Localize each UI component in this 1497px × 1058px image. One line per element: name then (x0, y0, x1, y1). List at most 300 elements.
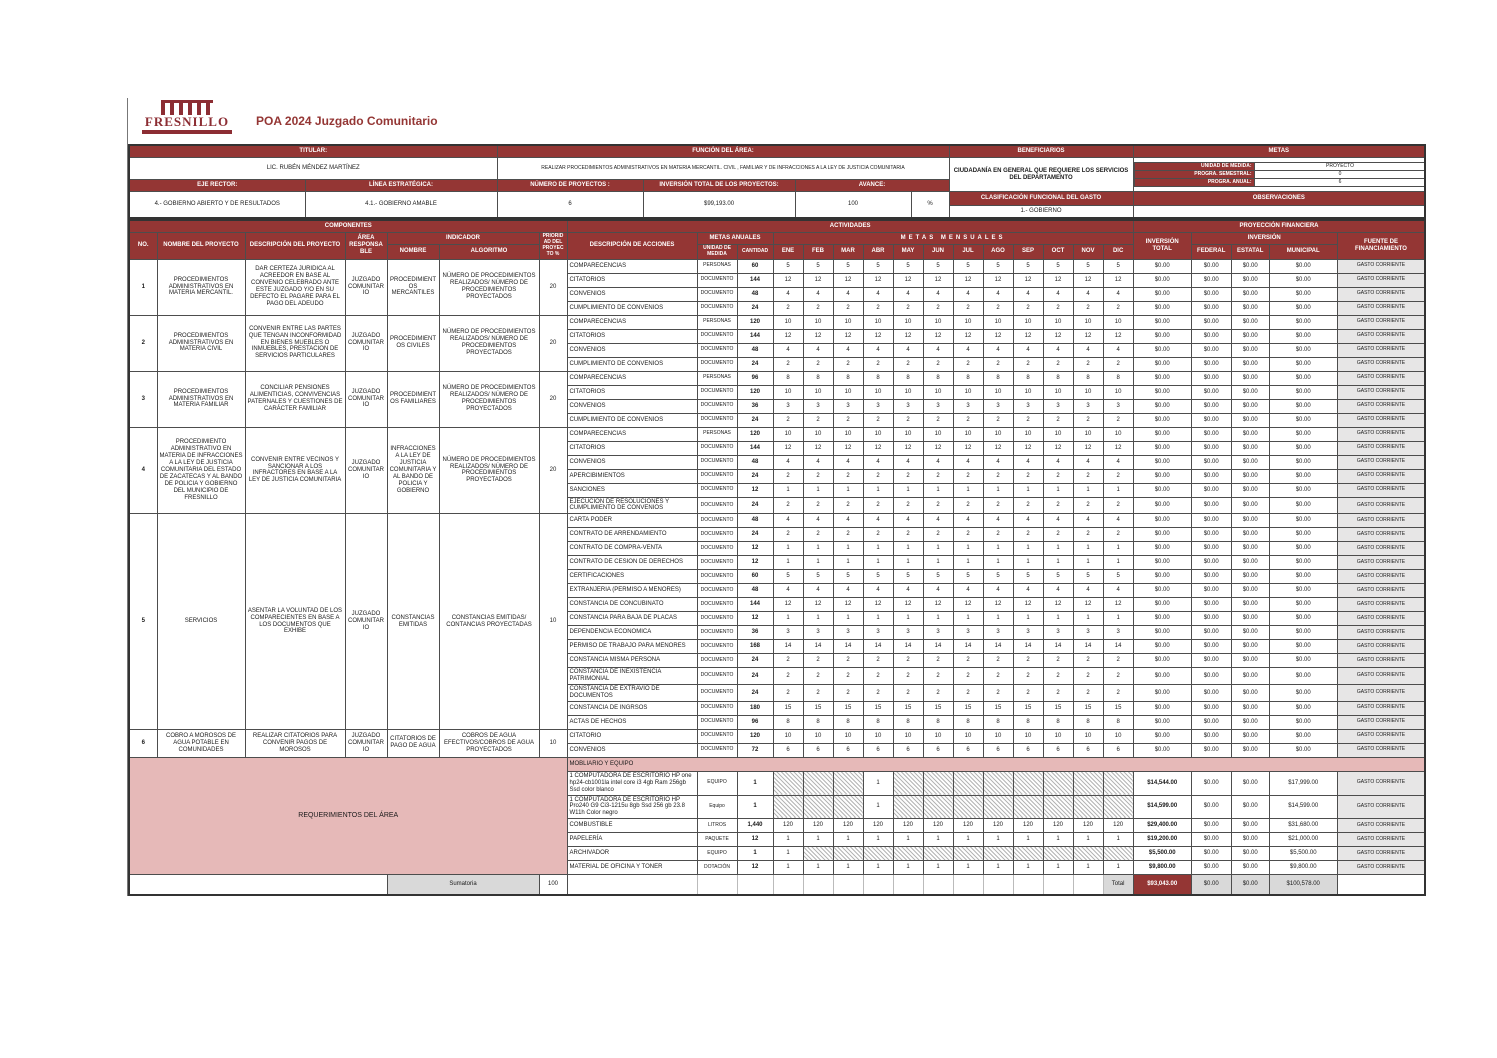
month-value: 2 (1043, 357, 1073, 371)
month-value: 3 (773, 626, 803, 640)
empty-cell (923, 875, 953, 895)
unidad-medida-value: PROYECTO (1254, 163, 1425, 171)
action-quantity: 96 (737, 371, 773, 385)
requirement-month-value (1013, 771, 1043, 795)
month-value: 12 (863, 329, 893, 343)
month-value: 4 (1073, 455, 1103, 469)
month-value: 8 (893, 371, 923, 385)
total-federal: $0.00 (1191, 875, 1231, 895)
month-value: 4 (923, 584, 953, 598)
month-value: 4 (773, 455, 803, 469)
month-value: 10 (1043, 729, 1073, 743)
month-value: 3 (863, 399, 893, 413)
month-value: 1 (1103, 612, 1133, 626)
requirement-funding-source: GASTO CORRIENTE (1337, 819, 1425, 833)
mobiliario-band-label: MOBLIARIO Y EQUIPO (567, 757, 1425, 771)
inv-total: $0.00 (1133, 343, 1191, 357)
inv-federal: $0.00 (1191, 584, 1231, 598)
requirement-funding-source: GASTO CORRIENTE (1337, 795, 1425, 819)
inv-total: $0.00 (1133, 715, 1191, 729)
action-unit: DOCUMENTO (697, 556, 737, 570)
month-value: 1 (1013, 556, 1043, 570)
action-quantity: 144 (737, 598, 773, 612)
month-value: 4 (773, 287, 803, 301)
requirement-month-value (1043, 771, 1073, 795)
action-description: CITATORIOS (567, 385, 697, 399)
month-value: 5 (893, 570, 923, 584)
month-value: 6 (1073, 743, 1103, 757)
month-value: 2 (863, 654, 893, 668)
col-inversion-total: INVERSIÓN TOTAL (1133, 233, 1191, 260)
project-description: REALIZAR CITATORIOS PARA CONVENIR PAGOS DE MOROSOS (245, 729, 345, 757)
project-priority: 10 (539, 729, 567, 757)
metas-label: METAS (1133, 145, 1425, 158)
requirement-month-value: 1 (863, 771, 893, 795)
project-name: PROCEDIMIENTO ADMINISTRATIVO EN MATERIA DE INFRACCIONES A LA LEY DE JUSTICIA COMUNITARIA DEL ESTADO DE ZACATECAS Y AL BANDO DE POLICIA Y GOBIERNO DEL MUNICIPIO DE FRESNILLO (157, 427, 245, 514)
month-value: 1 (803, 612, 833, 626)
col-month-jul: JUL (953, 245, 983, 260)
empty-cell (983, 875, 1013, 895)
month-value: 4 (803, 287, 833, 301)
inv-municipal: $0.00 (1269, 329, 1337, 343)
action-description: CONSTANCIA DE EXTRAVIO DE DOCUMENTOS (567, 685, 697, 702)
num-proyectos-value: 6 (497, 192, 643, 219)
month-value: 3 (863, 626, 893, 640)
month-value: 2 (953, 654, 983, 668)
inv-federal: $0.00 (1191, 343, 1231, 357)
action-unit: DOCUMENTO (697, 357, 737, 371)
titular-label: TITULAR: (129, 145, 497, 158)
month-value: 2 (923, 654, 953, 668)
month-value: 10 (773, 315, 803, 329)
month-value: 1 (893, 542, 923, 556)
requirement-month-value: 1 (1013, 833, 1043, 847)
month-value: 15 (833, 701, 863, 715)
month-value: 15 (893, 701, 923, 715)
month-value: 5 (923, 259, 953, 273)
action-quantity: 24 (737, 528, 773, 542)
avance-value: 100 (795, 192, 911, 219)
requirement-month-value: 1 (893, 833, 923, 847)
month-value: 2 (923, 469, 953, 483)
eje-rector-label: EJE RECTOR: (129, 180, 305, 192)
requirement-month-value: 1 (863, 833, 893, 847)
month-value: 8 (1073, 371, 1103, 385)
month-value: 12 (1043, 441, 1073, 455)
requirement-month-value: 1 (1103, 861, 1133, 875)
requirement-month-value (953, 771, 983, 795)
month-value: 2 (1013, 497, 1043, 514)
month-value: 10 (1013, 427, 1043, 441)
month-value: 3 (923, 626, 953, 640)
action-quantity: 120 (737, 385, 773, 399)
month-value: 4 (1043, 455, 1073, 469)
action-unit: DOCUMENTO (697, 273, 737, 287)
requirement-month-value (923, 847, 953, 861)
requirement-month-value: 120 (1073, 819, 1103, 833)
month-value: 10 (1043, 315, 1073, 329)
requirement-month-value (773, 771, 803, 795)
project-area: JUZGADO COMUNITARIO (345, 371, 387, 427)
month-value: 12 (923, 598, 953, 612)
action-unit: DOCUMENTO (697, 626, 737, 640)
month-value: 10 (983, 729, 1013, 743)
empty-cell (773, 875, 803, 895)
month-value: 2 (1073, 301, 1103, 315)
month-value: 12 (1013, 329, 1043, 343)
funding-source: GASTO CORRIENTE (1337, 413, 1425, 427)
inv-estatal: $0.00 (1231, 584, 1269, 598)
action-unit: DOCUMENTO (697, 612, 737, 626)
requirement-month-value: 1 (923, 861, 953, 875)
month-value: 8 (1013, 715, 1043, 729)
requirement-month-value: 1 (953, 833, 983, 847)
action-description: CONSTANCIA DE INEXISTENCIA PATRIMONIAL (567, 668, 697, 685)
month-value: 15 (923, 701, 953, 715)
totals-row (129, 875, 1425, 895)
month-value: 10 (833, 385, 863, 399)
requirement-month-value: 1 (1013, 861, 1043, 875)
sumatoria-value: 100 (539, 875, 567, 895)
inv-total: $0.00 (1133, 413, 1191, 427)
month-value: 2 (983, 497, 1013, 514)
requirement-month-value: 1 (773, 861, 803, 875)
month-value: 8 (983, 371, 1013, 385)
month-value: 12 (1073, 441, 1103, 455)
month-value: 1 (1013, 483, 1043, 497)
month-value: 1 (1103, 542, 1133, 556)
month-value: 4 (1013, 287, 1043, 301)
month-value: 14 (983, 640, 1013, 654)
beneficiarios-label: BENEFICIARIOS (949, 145, 1133, 158)
month-value: 4 (833, 584, 863, 598)
month-value: 2 (803, 469, 833, 483)
month-value: 10 (803, 729, 833, 743)
action-quantity: 48 (737, 455, 773, 469)
indicator-name: PROCEDIMIENTOS FAMILIARES (387, 371, 439, 427)
month-value: 5 (953, 570, 983, 584)
logo-text: FRESNILLO (144, 114, 230, 129)
action-quantity: 24 (737, 357, 773, 371)
month-value: 4 (1073, 287, 1103, 301)
month-value: 2 (923, 357, 953, 371)
month-value: 4 (1013, 343, 1043, 357)
month-value: 10 (833, 427, 863, 441)
requirement-description: PAPELERÍA (567, 833, 697, 847)
requirement-municipal: $31,680.00 (1269, 819, 1337, 833)
col-month-feb: FEB (803, 245, 833, 260)
month-value: 4 (983, 287, 1013, 301)
month-value: 2 (953, 497, 983, 514)
funding-source: GASTO CORRIENTE (1337, 514, 1425, 528)
col-indicador: INDICADOR (387, 233, 539, 245)
inv-total: $0.00 (1133, 570, 1191, 584)
action-description: APERCIBIMIENTOS (567, 469, 697, 483)
month-value: 1 (833, 612, 863, 626)
requirement-federal: $0.00 (1191, 847, 1231, 861)
action-description: CONSTANCIA DE INGRSOS (567, 701, 697, 715)
month-value: 2 (953, 469, 983, 483)
month-value: 4 (1073, 514, 1103, 528)
action-description: CITATORIOS (567, 441, 697, 455)
month-value: 12 (983, 598, 1013, 612)
month-value: 5 (863, 570, 893, 584)
observaciones-value (1133, 206, 1425, 219)
month-value: 12 (1103, 273, 1133, 287)
month-value: 5 (1013, 570, 1043, 584)
col-metas-mensuales: METAS MENSUALES (773, 233, 1133, 245)
month-value: 12 (893, 441, 923, 455)
requirement-federal: $0.00 (1191, 833, 1231, 847)
month-value: 3 (1103, 626, 1133, 640)
requirement-quantity: 1 (737, 795, 773, 819)
month-value: 8 (953, 371, 983, 385)
action-quantity: 24 (737, 685, 773, 702)
inv-municipal: $0.00 (1269, 701, 1337, 715)
action-description: CUMPLIMIENTO DE CONVENIOS (567, 413, 697, 427)
prog-anual-label: PROGRA. ANUAL: (1134, 179, 1254, 187)
month-value: 6 (1043, 743, 1073, 757)
month-value: 2 (1103, 413, 1133, 427)
month-value: 12 (833, 441, 863, 455)
month-value: 12 (773, 441, 803, 455)
funding-source: GASTO CORRIENTE (1337, 542, 1425, 556)
inv-total: $0.00 (1133, 685, 1191, 702)
requirement-estatal: $0.00 (1231, 833, 1269, 847)
month-value: 8 (983, 715, 1013, 729)
requirement-month-value (983, 771, 1013, 795)
requirement-month-value (863, 847, 893, 861)
inv-estatal: $0.00 (1231, 640, 1269, 654)
inv-federal: $0.00 (1191, 469, 1231, 483)
month-value: 6 (893, 743, 923, 757)
action-unit: DOCUMENTO (697, 542, 737, 556)
month-value: 8 (923, 715, 953, 729)
month-value: 2 (773, 654, 803, 668)
month-value: 1 (803, 542, 833, 556)
action-unit: DOCUMENTO (697, 329, 737, 343)
empty-cell (953, 875, 983, 895)
requirement-month-value (1103, 795, 1133, 819)
inv-federal: $0.00 (1191, 259, 1231, 273)
inv-estatal: $0.00 (1231, 612, 1269, 626)
metas-mini-block (1133, 158, 1425, 192)
requirement-month-value (1043, 795, 1073, 819)
action-quantity: 144 (737, 273, 773, 287)
month-value: 8 (863, 371, 893, 385)
action-description: CONVENIOS (567, 287, 697, 301)
month-value: 1 (773, 483, 803, 497)
month-value: 4 (983, 584, 1013, 598)
action-unit: DOCUMENTO (697, 483, 737, 497)
month-value: 3 (953, 399, 983, 413)
month-value: 2 (803, 357, 833, 371)
requirement-description: ARCHIVADOR (567, 847, 697, 861)
project-name: PROCEDIMIENTOS ADMINISTRATIVOS EN MATERIA CIVIL (157, 315, 245, 371)
month-value: 12 (803, 441, 833, 455)
action-unit: DOCUMENTO (697, 528, 737, 542)
month-value: 2 (983, 685, 1013, 702)
month-value: 3 (1073, 626, 1103, 640)
requirement-month-value: 1 (803, 861, 833, 875)
inv-estatal: $0.00 (1231, 570, 1269, 584)
requirement-month-value: 120 (923, 819, 953, 833)
action-unit: DOCUMENTO (697, 469, 737, 483)
requirement-quantity: 1 (737, 771, 773, 795)
action-quantity: 24 (737, 413, 773, 427)
month-value: 4 (893, 584, 923, 598)
month-value: 4 (893, 455, 923, 469)
inv-municipal: $0.00 (1269, 301, 1337, 315)
month-value: 2 (923, 413, 953, 427)
month-value: 14 (803, 640, 833, 654)
month-value: 1 (923, 483, 953, 497)
month-value: 8 (833, 715, 863, 729)
action-row (129, 514, 1425, 528)
action-quantity: 24 (737, 301, 773, 315)
inv-federal: $0.00 (1191, 413, 1231, 427)
inv-total: $0.00 (1133, 743, 1191, 757)
action-quantity: 12 (737, 612, 773, 626)
total-label: Total (1103, 875, 1133, 895)
inv-total: $0.00 (1133, 668, 1191, 685)
inv-estatal: $0.00 (1231, 427, 1269, 441)
empty-cell (833, 875, 863, 895)
month-value: 12 (953, 329, 983, 343)
month-value: 1 (863, 612, 893, 626)
month-value: 10 (893, 385, 923, 399)
project-description: CONCILIAR PENSIONES ALIMENTICIAS, CONVIVENCIAS PATERNALES Y CUESTIONES DE CARÁCTER FAMILIAR (245, 371, 345, 427)
month-value: 12 (953, 273, 983, 287)
action-quantity: 48 (737, 287, 773, 301)
month-value: 2 (953, 357, 983, 371)
inv-total: $0.00 (1133, 469, 1191, 483)
action-description: ACTAS DE HECHOS (567, 715, 697, 729)
building-icon (161, 100, 213, 115)
inv-total: $0.00 (1133, 556, 1191, 570)
month-value: 8 (803, 371, 833, 385)
requirement-month-value: 120 (863, 819, 893, 833)
month-value: 1 (863, 542, 893, 556)
empty-cell (697, 875, 737, 895)
requirement-month-value: 1 (1103, 833, 1133, 847)
inv-total: $0.00 (1133, 371, 1191, 385)
action-quantity: 144 (737, 441, 773, 455)
month-value: 14 (863, 640, 893, 654)
month-value: 1 (983, 556, 1013, 570)
month-value: 5 (983, 570, 1013, 584)
month-value: 2 (1103, 528, 1133, 542)
project-name: COBRO A MOROSOS DE AGUA POTABLE EN COMUNIDADES (157, 729, 245, 757)
requirement-month-value (1073, 795, 1103, 819)
month-value: 2 (1103, 469, 1133, 483)
action-quantity: 144 (737, 329, 773, 343)
month-value: 4 (1013, 584, 1043, 598)
inv-estatal: $0.00 (1231, 357, 1269, 371)
project-area: JUZGADO COMUNITARIO (345, 427, 387, 514)
action-description: CARTA PODER (567, 514, 697, 528)
month-value: 4 (833, 343, 863, 357)
month-value: 4 (983, 514, 1013, 528)
project-no: 4 (129, 427, 157, 514)
month-value: 4 (1013, 514, 1043, 528)
month-value: 4 (1103, 343, 1133, 357)
project-description: CONVENIR ENTRE VECINOS Y SANCIONAR A LOS INFRACTORES EN BASE A LA LEY DE JUSTICIA COMUNITARIA (245, 427, 345, 514)
col-month-dic: DIC (1103, 245, 1133, 260)
month-value: 12 (773, 273, 803, 287)
inv-estatal: $0.00 (1231, 528, 1269, 542)
project-name: PROCEDIMIENTOS ADMINISTRATIVOS EN MATERIA MERCANTIL. (157, 259, 245, 315)
month-value: 4 (773, 584, 803, 598)
month-value: 12 (1043, 273, 1073, 287)
funding-source: GASTO CORRIENTE (1337, 329, 1425, 343)
month-value: 2 (1103, 301, 1133, 315)
inv-estatal: $0.00 (1231, 668, 1269, 685)
requirement-quantity: 1,440 (737, 819, 773, 833)
inv-municipal: $0.00 (1269, 514, 1337, 528)
inv-federal: $0.00 (1191, 455, 1231, 469)
month-value: 12 (833, 329, 863, 343)
action-unit: DOCUMENTO (697, 399, 737, 413)
requirement-month-value: 1 (773, 847, 803, 861)
indicator-algorithm: COBROS DE AGUA EFECTIVOS/COBROS DE AGUA PROYECTADOS (439, 729, 539, 757)
month-value: 6 (1103, 743, 1133, 757)
month-value: 2 (1043, 528, 1073, 542)
month-value: 2 (1043, 685, 1073, 702)
inv-municipal: $0.00 (1269, 584, 1337, 598)
month-value: 1 (863, 483, 893, 497)
month-value: 10 (923, 385, 953, 399)
inv-municipal: $0.00 (1269, 528, 1337, 542)
requirement-municipal: $14,599.00 (1269, 795, 1337, 819)
col-prioridad: PRIORIDAD DEL PROYECTO % (539, 233, 567, 260)
month-value: 2 (863, 685, 893, 702)
month-value: 5 (803, 570, 833, 584)
month-value: 2 (923, 301, 953, 315)
month-value: 5 (1103, 570, 1133, 584)
inv-total: $0.00 (1133, 626, 1191, 640)
month-value: 12 (1073, 329, 1103, 343)
month-value: 6 (833, 743, 863, 757)
month-value: 10 (923, 729, 953, 743)
month-value: 2 (1073, 654, 1103, 668)
month-value: 10 (953, 385, 983, 399)
action-description: CITATORIO (567, 729, 697, 743)
inv-estatal: $0.00 (1231, 556, 1269, 570)
inv-federal: $0.00 (1191, 528, 1231, 542)
month-value: 4 (953, 287, 983, 301)
month-value: 10 (1013, 385, 1043, 399)
month-value: 4 (923, 287, 953, 301)
inv-estatal: $0.00 (1231, 743, 1269, 757)
month-value: 4 (983, 455, 1013, 469)
funding-source: GASTO CORRIENTE (1337, 301, 1425, 315)
month-value: 12 (1103, 329, 1133, 343)
project-priority: 20 (539, 315, 567, 371)
inv-municipal: $0.00 (1269, 287, 1337, 301)
month-value: 2 (773, 668, 803, 685)
empty-cell (1043, 875, 1073, 895)
month-value: 1 (953, 612, 983, 626)
month-value: 1 (803, 556, 833, 570)
indicator-name: PROCEDIMIENTOS CIVILES (387, 315, 439, 371)
project-priority: 20 (539, 371, 567, 427)
requirement-estatal: $0.00 (1231, 819, 1269, 833)
funcion-label: FUNCIÓN DEL ÁREA: (497, 145, 949, 158)
indicator-algorithm: NÚMERO DE PROCEDIMIENTOS REALIZADOS/ NÚMERO DE PROCEDIMIENTOS PROYECTADOS (439, 259, 539, 315)
action-unit: DOCUMENTO (697, 685, 737, 702)
month-value: 2 (1043, 668, 1073, 685)
